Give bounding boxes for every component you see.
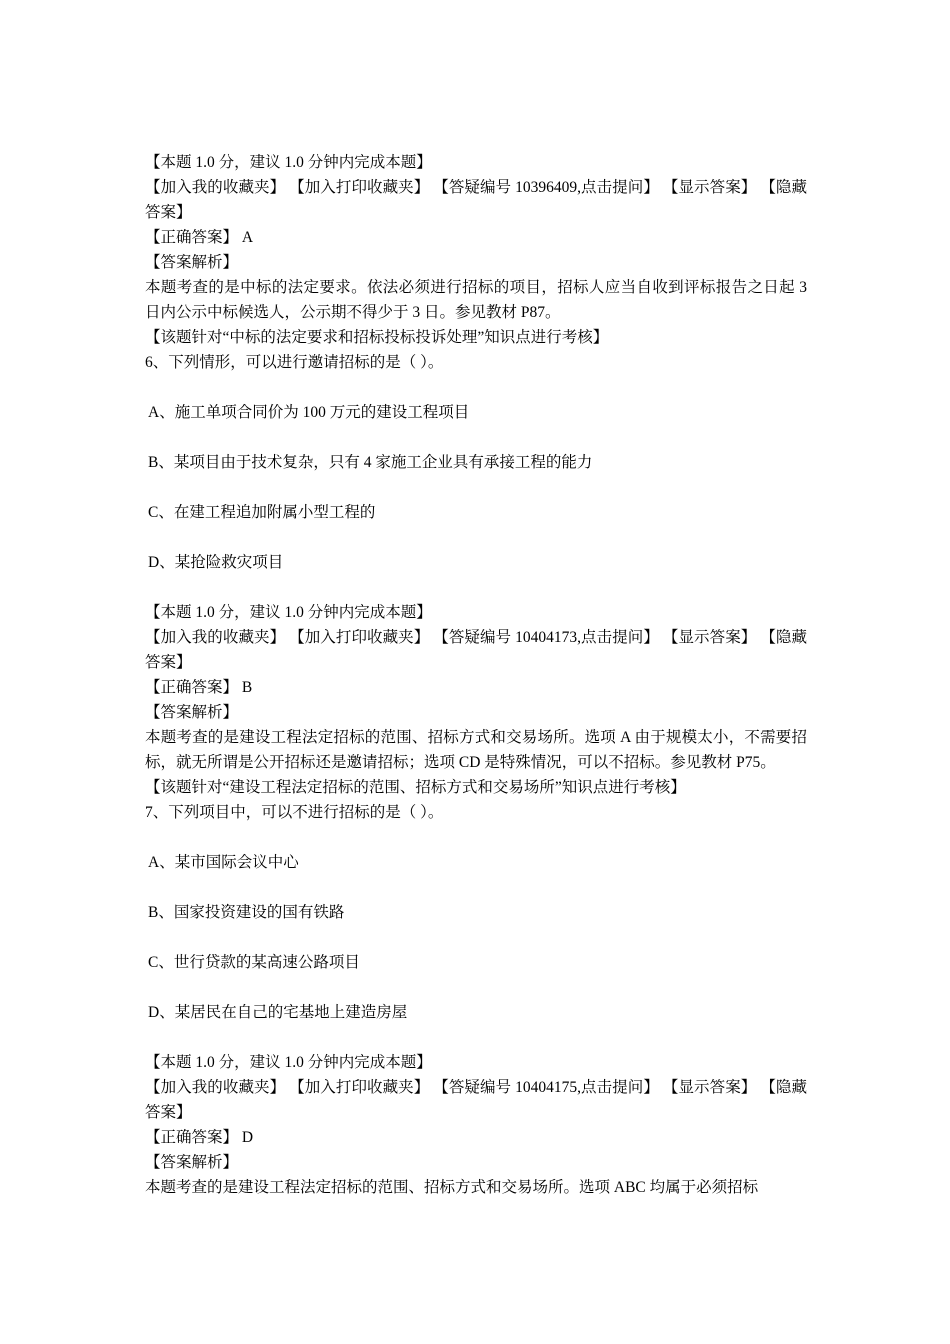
question (145, 800, 807, 1050)
option-a[interactable]: A、施工单项合同价为 100 万元的建设工程项目 (148, 404, 470, 421)
add-favorites-link[interactable]: 【加入我的收藏夹】 (145, 179, 286, 196)
document-page (145, 150, 807, 1200)
analysis-text: 本题考查的是中标的法定要求。依法必须进行招标的项目，招标人应当自收到评标报告之日起 3 日内公示中标候选人，公示期不得少于 3 日。参见教材 P87。 (145, 279, 807, 321)
show-answer-link[interactable]: 【显示答案】 (662, 629, 757, 646)
add-favorites-link[interactable]: 【加入我的收藏夹】 (145, 1079, 286, 1096)
answer-block (145, 600, 807, 800)
ask-question-link[interactable]: 【答疑编号 10396409,点击提问】 (433, 179, 659, 196)
ask-question-link[interactable]: 【答疑编号 10404175,点击提问】 (433, 1079, 659, 1096)
correct-answer: 【正确答案】 A (145, 229, 254, 246)
analysis-text: 本题考查的是建设工程法定招标的范围、招标方式和交易场所。选项 A 由于规模太小，不需要招标，就无所谓是公开招标还是邀请招标；选项 CD 是特殊情况，可以不招标。参见教材 P75。 (145, 729, 807, 771)
add-print-favorites-link[interactable]: 【加入打印收藏夹】 (289, 179, 430, 196)
option-d[interactable]: D、某抢险救灾项目 (148, 554, 284, 571)
show-answer-link[interactable]: 【显示答案】 (662, 1079, 757, 1096)
ask-question-link[interactable]: 【答疑编号 10404173,点击提问】 (433, 629, 659, 646)
score-info: 【本题 1.0 分，建议 1.0 分钟内完成本题】 (145, 154, 432, 171)
option-a[interactable]: A、某市国际会议中心 (148, 854, 299, 871)
show-answer-link[interactable]: 【显示答案】 (662, 179, 757, 196)
hide-answer-link[interactable]: 【隐藏答案】 (145, 629, 807, 671)
action-links (145, 175, 807, 225)
score-info: 【本题 1.0 分，建议 1.0 分钟内完成本题】 (145, 604, 432, 621)
analysis-text: 本题考查的是建设工程法定招标的范围、招标方式和交易场所。选项 ABC 均属于必须招标 (145, 1179, 759, 1196)
topic-note: 【该题针对“中标的法定要求和招标投标投诉处理”知识点进行考核】 (145, 329, 609, 346)
add-favorites-link[interactable]: 【加入我的收藏夹】 (145, 629, 286, 646)
option-b[interactable]: B、国家投资建设的国有铁路 (148, 904, 345, 921)
option-c[interactable]: C、在建工程追加附属小型工程的 (148, 504, 376, 521)
analysis-label: 【答案解析】 (145, 1154, 239, 1171)
action-links (145, 625, 807, 675)
question (145, 350, 807, 600)
answer-block (145, 150, 807, 350)
action-links (145, 1075, 807, 1125)
answer-block (145, 1050, 807, 1200)
score-info: 【本题 1.0 分，建议 1.0 分钟内完成本题】 (145, 1054, 432, 1071)
correct-answer: 【正确答案】 B (145, 679, 253, 696)
hide-answer-link[interactable]: 【隐藏答案】 (145, 179, 807, 221)
question-stem: 6、下列情形，可以进行邀请招标的是（ ）。 (145, 354, 444, 371)
question-stem: 7、下列项目中，可以不进行招标的是（ ）。 (145, 804, 444, 821)
option-d[interactable]: D、某居民在自己的宅基地上建造房屋 (148, 1004, 408, 1021)
option-c[interactable]: C、世行贷款的某高速公路项目 (148, 954, 360, 971)
add-print-favorites-link[interactable]: 【加入打印收藏夹】 (289, 629, 430, 646)
option-b[interactable]: B、某项目由于技术复杂，只有 4 家施工企业具有承接工程的能力 (148, 454, 593, 471)
analysis-label: 【答案解析】 (145, 254, 239, 271)
add-print-favorites-link[interactable]: 【加入打印收藏夹】 (289, 1079, 430, 1096)
correct-answer: 【正确答案】 D (145, 1129, 254, 1146)
hide-answer-link[interactable]: 【隐藏答案】 (145, 1079, 807, 1121)
analysis-label: 【答案解析】 (145, 704, 239, 721)
topic-note: 【该题针对“建设工程法定招标的范围、招标方式和交易场所”知识点进行考核】 (145, 779, 686, 796)
